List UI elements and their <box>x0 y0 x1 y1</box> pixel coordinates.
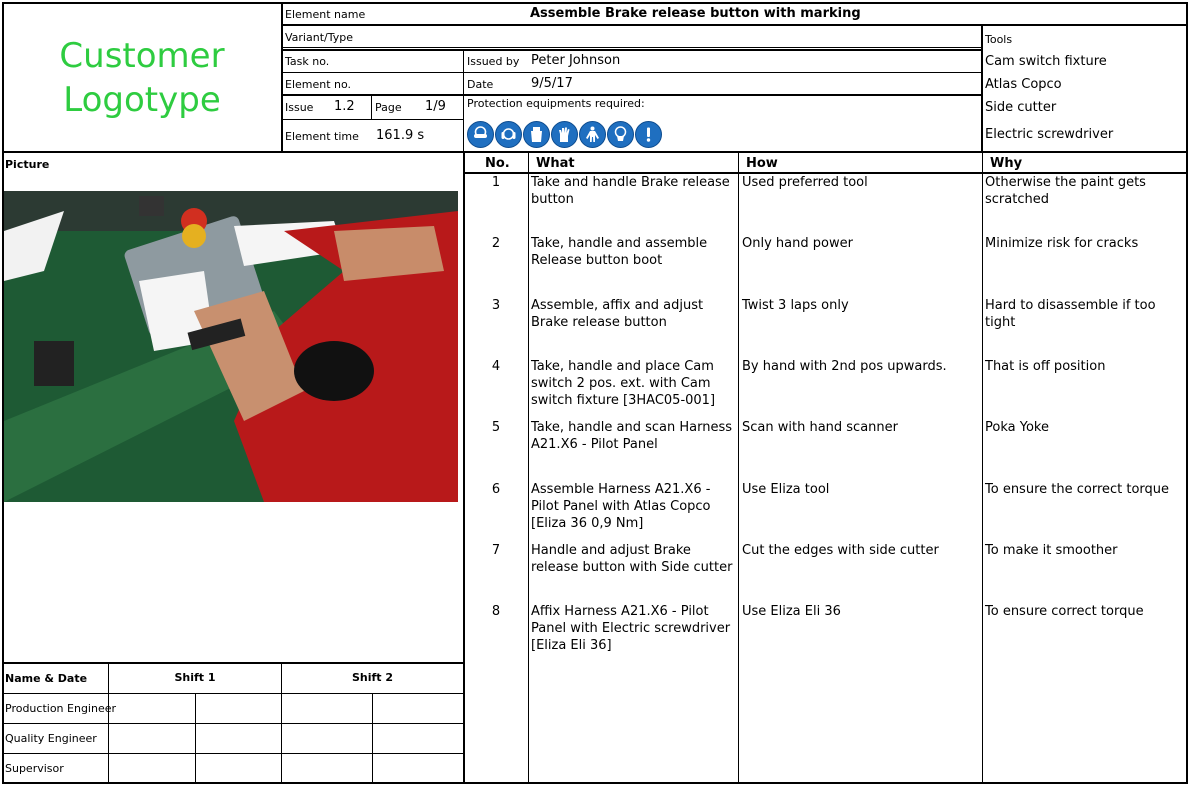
step-number: 3 <box>491 298 501 313</box>
respirator-icon <box>607 121 634 148</box>
element-name-value: Assemble Brake release button with marking <box>530 6 861 21</box>
step-what: Take, handle and place Cam switch 2 pos. ext. with Cam switch fixture [3HAC05-001] <box>531 359 716 408</box>
name-date-header: Name & Date <box>5 672 88 685</box>
role-supervisor: Supervisor <box>5 762 64 775</box>
logo-line-1: Customer <box>59 36 225 76</box>
element-time-value: 161.9 s <box>376 128 425 143</box>
tool-item: Cam switch fixture <box>985 54 1107 69</box>
step-why: Poka Yoke <box>985 420 1049 435</box>
tool-item: Side cutter <box>985 100 1057 115</box>
step-what: Affix Harness A21.X6 - Pilot Panel with Electric screwdriver [Eliza Eli 36] <box>531 604 731 653</box>
tool-item: Atlas Copco <box>985 77 1062 92</box>
step-what: Take and handle Brake release button <box>531 175 730 207</box>
col-header-no: No. <box>485 156 510 171</box>
col-header-how: How <box>746 156 778 171</box>
date-label: Date <box>467 78 494 91</box>
page-value: 1/9 <box>425 99 446 114</box>
step-why: To ensure the correct torque <box>985 482 1170 497</box>
step-why: That is off position <box>985 359 1106 374</box>
step-number: 5 <box>491 420 501 435</box>
step-how: Use Eliza Eli 36 <box>742 604 841 619</box>
step-how: Use Eliza tool <box>742 482 830 497</box>
step-how: Twist 3 laps only <box>742 298 849 313</box>
apron-icon <box>523 121 550 148</box>
step-how: Used preferred tool <box>742 175 868 190</box>
element-no-label: Element no. <box>285 78 352 91</box>
variant-label: Variant/Type <box>285 31 353 44</box>
warning-icon <box>635 121 662 148</box>
step-why: To ensure correct torque <box>985 604 1144 619</box>
step-number: 2 <box>491 236 501 251</box>
step-number: 8 <box>491 604 501 619</box>
goggles-icon <box>467 121 494 148</box>
step-what: Assemble, affix and adjust Brake release button <box>531 298 704 330</box>
date-value: 9/5/17 <box>531 76 573 91</box>
step-number: 7 <box>491 543 501 558</box>
step-why: Hard to disassemble if too tight <box>985 298 1156 330</box>
shift-2-header: Shift 2 <box>351 671 394 684</box>
step-why: Minimize risk for cracks <box>985 236 1139 251</box>
page-label: Page <box>375 101 402 114</box>
element-time-label: Element time <box>285 130 359 143</box>
protective-suit-icon <box>579 121 606 148</box>
ear-protection-icon <box>495 121 522 148</box>
col-header-what: What <box>536 156 575 171</box>
role-quality-engineer: Quality Engineer <box>5 732 97 745</box>
step-how: Only hand power <box>742 236 853 251</box>
issued-by-label: Issued by <box>467 55 520 68</box>
step-what: Handle and adjust Brake release button with Side cutter <box>531 543 733 575</box>
picture-label: Picture <box>5 158 50 171</box>
element-name-label: Element name <box>285 8 366 21</box>
step-number: 6 <box>491 482 501 497</box>
step-number: 1 <box>491 175 501 190</box>
step-why: Otherwise the paint gets scratched <box>985 175 1146 207</box>
protection-label: Protection equipments required: <box>467 97 645 110</box>
assembly-photo <box>4 191 458 502</box>
tools-label: Tools <box>985 33 1013 46</box>
step-how: Scan with hand scanner <box>742 420 898 435</box>
step-what: Take, handle and scan Harness A21.X6 - Pilot Panel <box>531 420 733 452</box>
step-number: 4 <box>491 359 501 374</box>
step-what: Take, handle and assemble Release button boot <box>531 236 708 268</box>
tool-item: Electric screwdriver <box>985 127 1114 142</box>
issue-value: 1.2 <box>334 99 355 114</box>
role-production-engineer: Production Engineer <box>5 702 117 715</box>
step-why: To make it smoother <box>985 543 1118 558</box>
customer-logo <box>4 34 280 122</box>
step-how: Cut the edges with side cutter <box>742 543 939 558</box>
logo-line-2: Logotype <box>63 80 221 120</box>
issue-label: Issue <box>285 101 314 114</box>
step-how: By hand with 2nd pos upwards. <box>742 359 947 374</box>
task-no-label: Task no. <box>285 55 330 68</box>
col-header-why: Why <box>990 156 1023 171</box>
issued-by-value: Peter Johnson <box>531 53 621 68</box>
shift-1-header: Shift 1 <box>174 671 216 684</box>
step-what: Assemble Harness A21.X6 - Pilot Panel with Atlas Copco [Eliza 36 0,9 Nm] <box>531 482 711 531</box>
gloves-icon <box>551 121 578 148</box>
